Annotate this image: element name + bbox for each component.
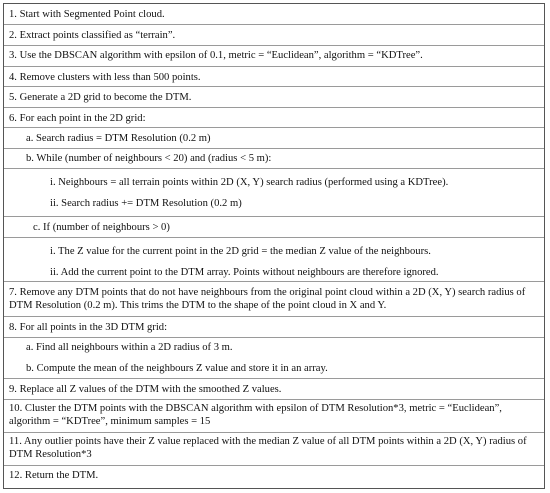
step-4: 4. Remove clusters with less than 500 points. [9,72,201,83]
row-divider [4,168,544,169]
step-11: 11. Any outlier points have their Z value replaced with the median Z value of all DTM points within a 2D (X, Y) radius of DTM Resolution*3 [9,436,527,460]
step-3: 3. Use the DBSCAN algorithm with epsilon of 0.1, metric = “Euclidean”, algorithm = “KDTree”. [9,50,423,61]
row-divider [4,465,544,466]
row-divider [4,316,544,317]
row-divider [4,24,544,25]
row-divider [4,281,544,282]
step-8a: a. Find all neighbours within a 2D radius of 3 m. [26,342,233,353]
step-6c: c. If (number of neighbours > 0) [33,222,170,233]
row-divider [4,127,544,128]
row-divider [4,107,544,108]
step-6b-ii: ii. Search radius += DTM Resolution (0.2 m) [50,198,242,209]
row-divider [4,399,544,400]
algorithm-box [3,3,545,489]
step-8b: b. Compute the mean of the neighbours Z value and store it in an array. [26,363,328,374]
step-12: 12. Return the DTM. [9,470,99,481]
step-6b: b. While (number of neighbours < 20) and (radius < 5 m): [26,153,272,164]
row-divider [4,216,544,217]
row-divider [4,432,544,433]
step-6c-i: i. The Z value for the current point in the 2D grid = the median Z value of the neighbours. [50,246,431,257]
row-divider [4,45,544,46]
step-10: 10. Cluster the DTM points with the DBSCAN algorithm with epsilon of DTM Resolution*3, metric = “Euclidean”, algorithm = “KDTree”, minimum samples = 15 [9,403,502,427]
step-6b-i: i. Neighbours = all terrain points within 2D (X, Y) search radius (performed using a KDTree). [50,177,449,188]
row-divider [4,86,544,87]
row-divider [4,148,544,149]
step-1: 1. Start with Segmented Point cloud. [9,9,165,20]
row-divider [4,237,544,238]
step-6: 6. For each point in the 2D grid: [9,113,146,124]
row-divider [4,66,544,67]
row-divider [4,378,544,379]
step-7: 7. Remove any DTM points that do not have neighbours from the original point cloud within a 2D (X, Y) search radius of DTM Resolution (0.2 m). This trims the DTM to the shape of the point cloud in X and Y. [9,287,526,311]
step-5: 5. Generate a 2D grid to become the DTM. [9,92,192,103]
step-8: 8. For all points in the 3D DTM grid: [9,322,168,333]
step-2: 2. Extract points classified as “terrain”. [9,30,176,41]
step-9: 9. Replace all Z values of the DTM with the smoothed Z values. [9,384,282,395]
row-divider [4,337,544,338]
step-6a: a. Search radius = DTM Resolution (0.2 m) [26,133,211,144]
step-6c-ii: ii. Add the current point to the DTM array. Points without neighbours are therefore ignored. [50,267,439,278]
